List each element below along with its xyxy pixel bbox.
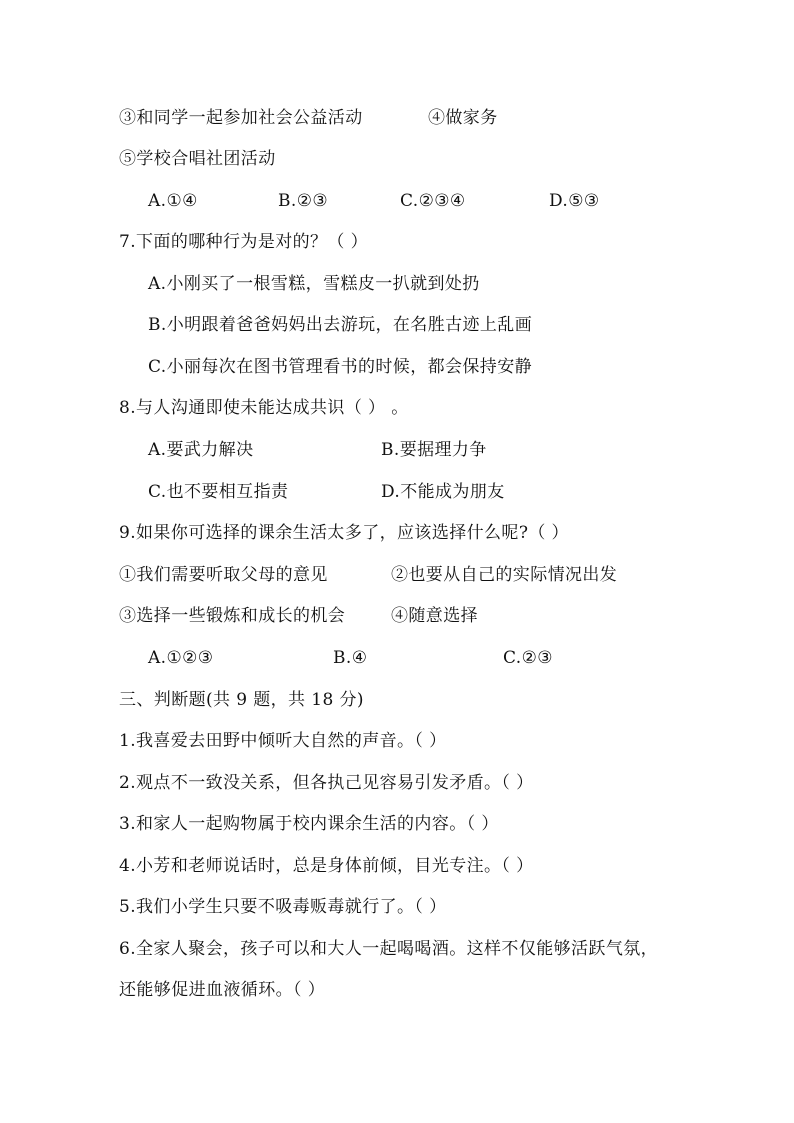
q7-option-b: B.小明跟着爸爸妈妈出去游玩，在名胜古迹上乱画: [148, 315, 533, 335]
q9-option-b: B.④: [333, 648, 368, 668]
q7-option-a: A.小刚买了一根雪糕，雪糕皮一扒就到处扔: [148, 274, 480, 294]
q8-option-a: A.要武力解决: [148, 440, 254, 460]
q7-option-c: C.小丽每次在图书管理看书的时候，都会保持安静: [148, 357, 533, 377]
q9-stem: 9.如果你可选择的课余生活太多了，应该选择什么呢?（ ）: [119, 523, 569, 543]
tf-item-1: 1.我喜爱去田野中倾听大自然的声音。（ ）: [119, 731, 447, 751]
q6-choice-5: ⑤学校合唱社团活动: [119, 149, 276, 169]
q7-stem: 7.下面的哪种行为是对的？（ ）: [119, 232, 369, 252]
q9-option-a: A.①②③: [148, 648, 214, 668]
tf-item-6-line-1: 6.全家人聚会，孩子可以和大人一起喝喝酒。这样不仅能够活跃气氛，: [119, 939, 659, 959]
tf-item-6-line-2: 还能够促进血液循环。（ ）: [119, 980, 326, 1000]
q9-choice-4: ④随意选择: [391, 606, 478, 626]
q6-option-d: D.⑤③: [549, 191, 600, 211]
q6-choice-4: ④做家务: [428, 108, 498, 128]
section-title: 三、判断题(共 9 题，共 18 分): [119, 690, 364, 710]
tf-item-3: 3.和家人一起购物属于校内课余生活的内容。（ ）: [119, 814, 499, 834]
tf-item-2: 2.观点不一致没关系，但各执己见容易引发矛盾。（ ）: [119, 773, 534, 793]
q9-choice-1: ①我们需要听取父母的意见: [119, 565, 328, 585]
q6-option-a: A.①④: [148, 191, 198, 211]
tf-item-5: 5.我们小学生只要不吸毒贩毒就行了。（ ）: [119, 897, 447, 917]
q9-choice-2: ②也要从自己的实际情况出发: [391, 565, 618, 585]
q8-option-c: C.也不要相互指责: [148, 482, 289, 502]
q8-stem: 8.与人沟通即使未能达成共识（ ） 。: [119, 398, 409, 418]
q6-option-c: C.②③④: [400, 191, 466, 211]
q9-option-c: C.②③: [503, 648, 553, 668]
q6-choice-3: ③和同学一起参加社会公益活动: [119, 108, 363, 128]
q6-option-b: B.②③: [278, 191, 328, 211]
q8-option-d: D.不能成为朋友: [381, 482, 505, 502]
tf-item-4: 4.小芳和老师说话时，总是身体前倾，目光专注。（ ）: [119, 856, 534, 876]
q8-option-b: B.要据理力争: [381, 440, 487, 460]
q9-choice-3: ③选择一些锻炼和成长的机会: [119, 606, 346, 626]
